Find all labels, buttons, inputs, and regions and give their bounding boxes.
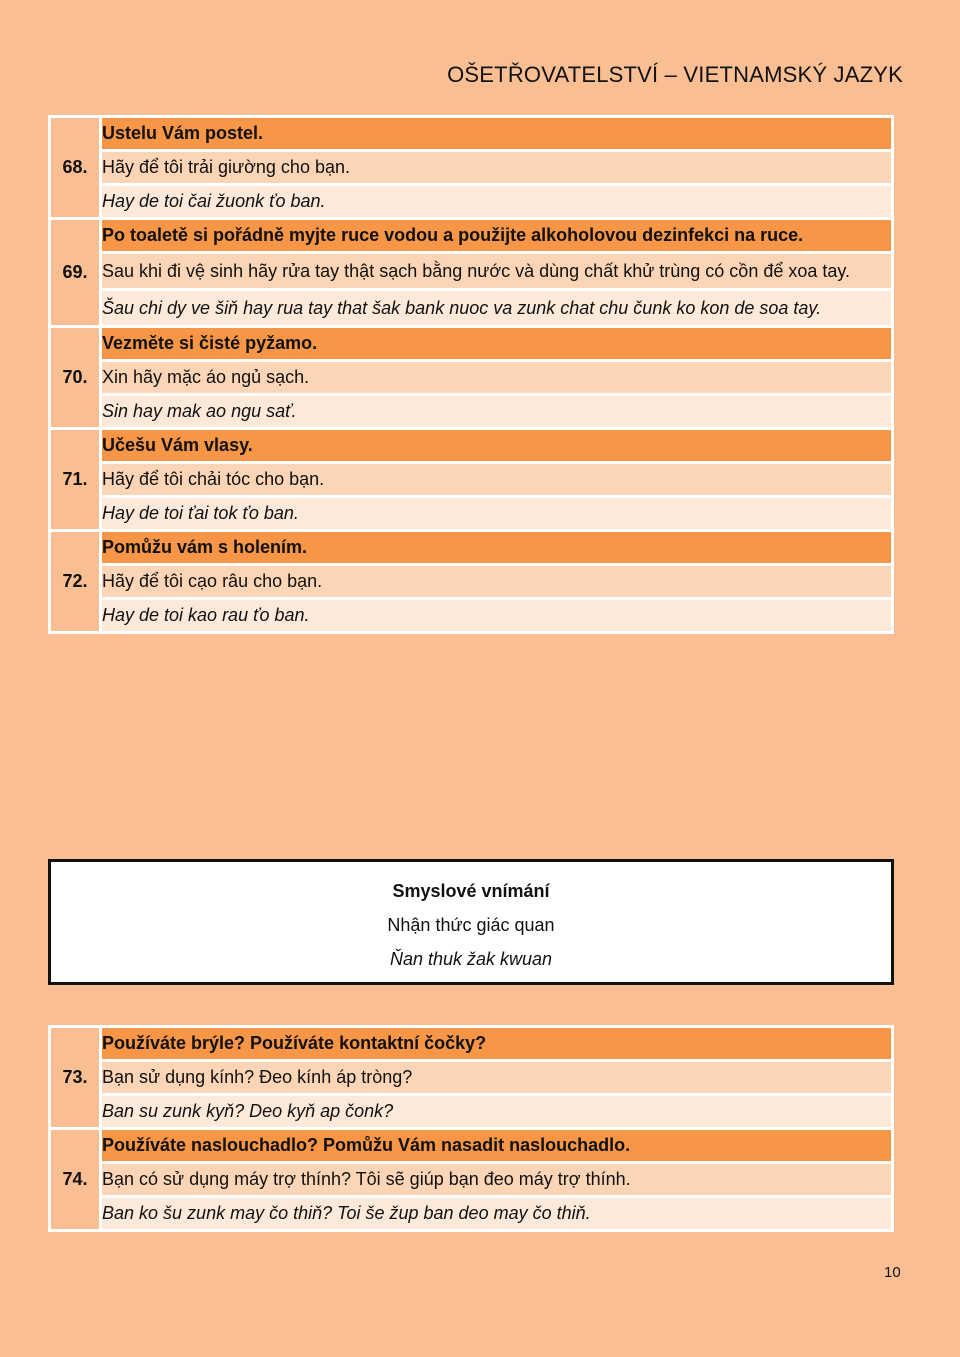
section-title-vietnamese: Nhận thức giác quan xyxy=(387,915,555,935)
page-header: OŠETŘOVATELSTVÍ – VIETNAMSKÝ JAZYK xyxy=(447,62,903,87)
phrase-number: 74. xyxy=(51,1130,99,1229)
pronunciation-phrase: Sin hay mak ao ngu sať. xyxy=(102,396,891,427)
phrase-number: 72. xyxy=(51,532,99,631)
czech-phrase: Pomůžu vám s holením. xyxy=(102,532,891,563)
czech-phrase: Používáte naslouchadlo? Pomůžu Vám nasadit naslouchadlo. xyxy=(102,1130,891,1161)
section-title-pronunciation: Ňan thuk žak kwuan xyxy=(389,949,553,969)
vietnamese-phrase: Hãy để tôi chải tóc cho bạn. xyxy=(102,464,891,495)
phrase-number: 69. xyxy=(51,220,99,325)
section-title-czech: Smyslové vnímání xyxy=(392,881,550,901)
phrase-number: 70. xyxy=(51,328,99,427)
phrase-number: 71. xyxy=(51,430,99,529)
vietnamese-phrase: Bạn có sử dụng máy trợ thính? Tôi sẽ giúp bạn đeo máy trợ thính. xyxy=(102,1164,891,1195)
czech-phrase: Ustelu Vám postel. xyxy=(102,118,891,149)
czech-phrase: Používáte brýle? Používáte kontaktní čočky? xyxy=(102,1028,891,1059)
vietnamese-phrase: Hãy để tôi trải giường cho bạn. xyxy=(102,152,891,183)
czech-phrase: Vezměte si čisté pyžamo. xyxy=(102,328,891,359)
phrase-table-1 xyxy=(48,115,894,634)
pronunciation-phrase: Hay de toi ťai tok ťo ban. xyxy=(102,498,891,529)
phrase-number: 68. xyxy=(51,118,99,217)
phrase-number: 73. xyxy=(51,1028,99,1127)
vietnamese-phrase: Hãy để tôi cạo râu cho bạn. xyxy=(102,566,891,597)
pronunciation-phrase: Šau chi dy ve šiň hay rua tay that šak bank nuoc va zunk chat chu čunk ko kon de soa tay. xyxy=(102,291,891,325)
czech-phrase: Učešu Vám vlasy. xyxy=(102,430,891,461)
pronunciation-phrase: Ban su zunk kyň? Deo kyň ap čonk? xyxy=(102,1096,891,1127)
vietnamese-phrase: Xin hãy mặc áo ngủ sạch. xyxy=(102,362,891,393)
czech-phrase: Po toaletě si pořádně myjte ruce vodou a použijte alkoholovou dezinfekci na ruce. xyxy=(102,220,891,251)
pronunciation-phrase: Hay de toi čai žuonk ťo ban. xyxy=(102,186,891,217)
pronunciation-phrase: Hay de toi kao rau ťo ban. xyxy=(102,600,891,631)
phrase-table-2 xyxy=(48,1025,894,1232)
pronunciation-phrase: Ban ko šu zunk may čo thiň? Toi še žup ban deo may čo thiň. xyxy=(102,1198,891,1229)
page-number: 10 xyxy=(884,1264,901,1281)
section-title-box xyxy=(48,859,894,985)
vietnamese-phrase: Sau khi đi vệ sinh hãy rửa tay thật sạch bằng nước và dùng chất khử trùng có cồn để xoa tay. xyxy=(102,254,891,288)
vietnamese-phrase: Bạn sử dụng kính? Đeo kính áp tròng? xyxy=(102,1062,891,1093)
